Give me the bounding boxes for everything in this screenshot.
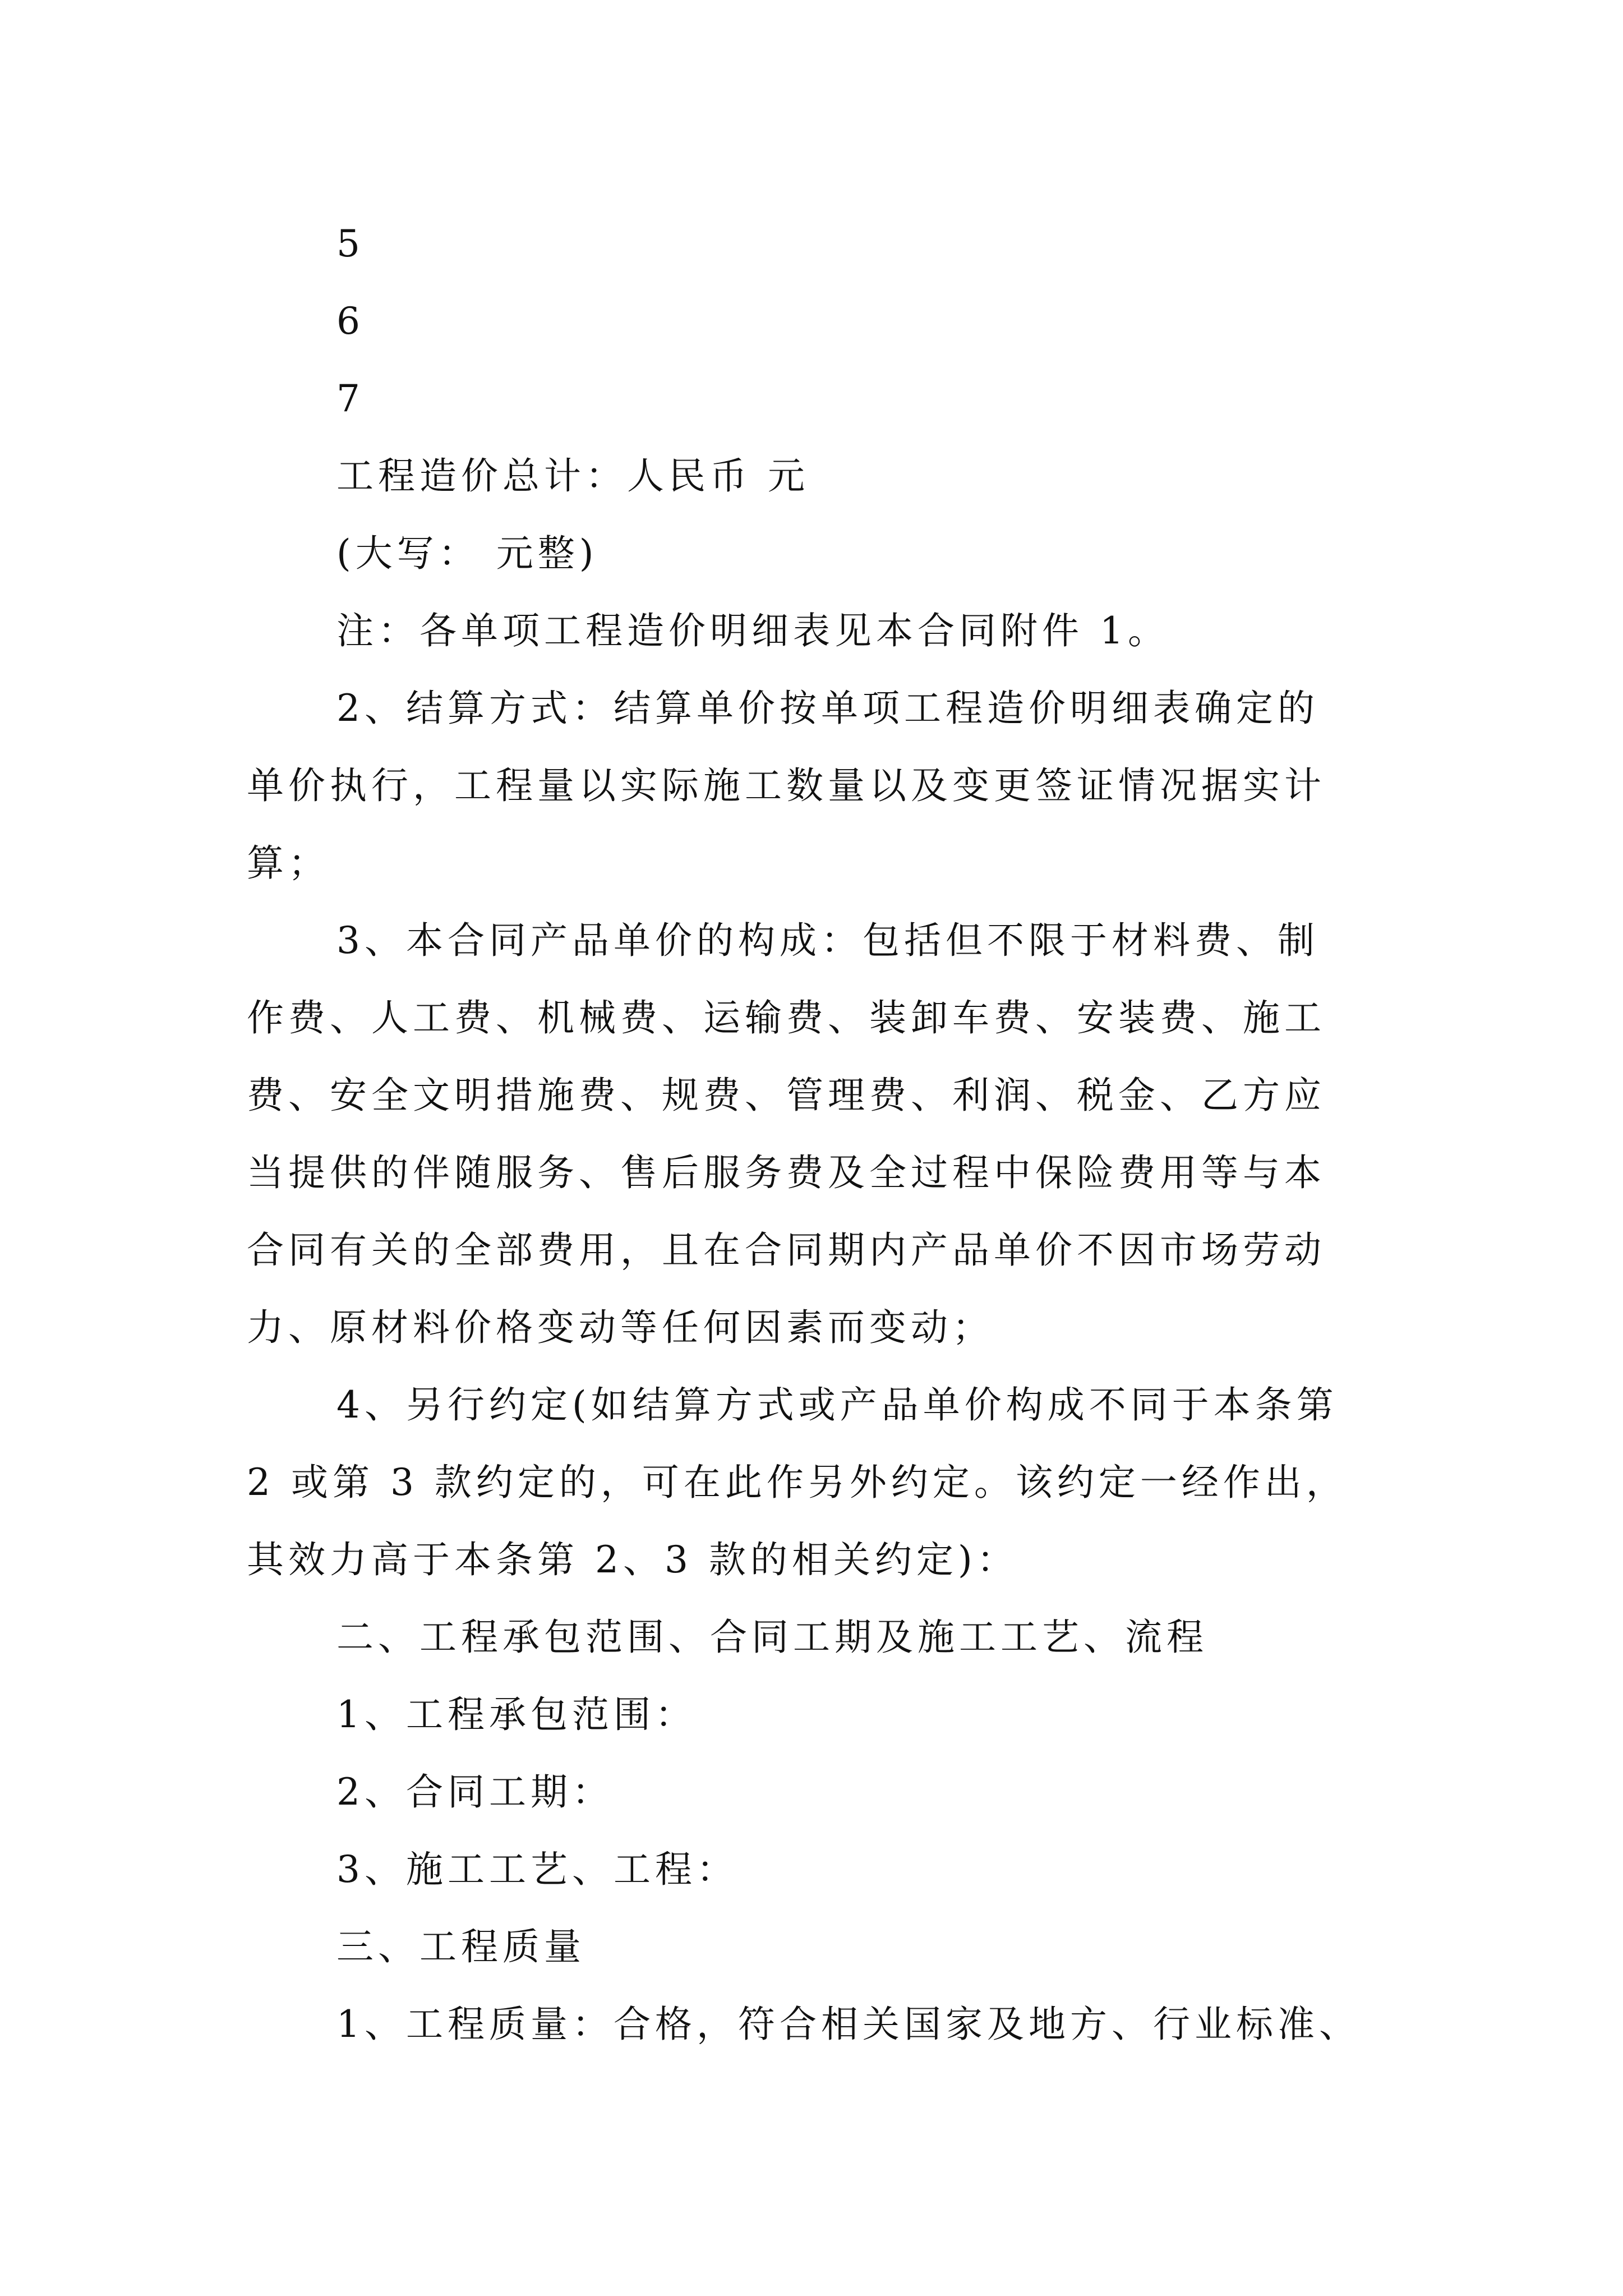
paragraph-line: 合同有关的全部费用，且在合同期内产品单价不因市场劳动	[247, 1228, 1326, 1272]
list-number-6: 6	[336, 300, 365, 343]
paragraph-line: 4、另行约定(如结算方式或产品单价构成不同于本条第	[336, 1383, 1338, 1427]
paragraph-line: 力、原材料价格变动等任何因素而变动；	[247, 1306, 994, 1349]
section-heading: 二、工程承包范围、合同工期及施工工艺、流程	[336, 1616, 1208, 1659]
paragraph-line: 费、安全文明措施费、规费、管理费、利润、税金、乙方应	[247, 1074, 1326, 1117]
note-line: 注：各单项工程造价明细表见本合同附件 1。	[336, 609, 1169, 652]
list-number-5: 5	[336, 222, 365, 265]
total-cost-line: 工程造价总计：人民币 元	[336, 454, 809, 498]
clause-line: 1、工程承包范围：	[336, 1693, 697, 1736]
clause-line: 1、工程质量：合格，符合相关国家及地方、行业标准、	[336, 2003, 1361, 2046]
paragraph-line: 其效力高于本条第 2、3 款的相关约定)：	[247, 1538, 1018, 1581]
clause-line: 2、合同工期：	[336, 1770, 614, 1814]
list-number-7: 7	[336, 377, 365, 420]
total-cost-capitalized: (大写： 元整)	[336, 532, 598, 575]
paragraph-line: 2 或第 3 款约定的，可在此作另外约定。该约定一经作出，	[247, 1461, 1348, 1504]
paragraph-line: 2、结算方式：结算单价按单项工程造价明细表确定的	[336, 687, 1319, 730]
paragraph-line: 单价执行，工程量以实际施工数量以及变更签证情况据实计	[247, 764, 1326, 807]
section-heading: 三、工程质量	[336, 1925, 585, 1968]
paragraph-line: 3、本合同产品单价的构成：包括但不限于材料费、制	[336, 919, 1319, 962]
paragraph-line: 当提供的伴随服务、售后服务费及全过程中保险费用等与本	[247, 1151, 1326, 1194]
paragraph-line: 作费、人工费、机械费、运输费、装卸车费、安装费、施工	[247, 996, 1326, 1039]
paragraph-line: 算；	[247, 841, 330, 885]
clause-line: 3、施工工艺、工程：	[336, 1848, 738, 1891]
